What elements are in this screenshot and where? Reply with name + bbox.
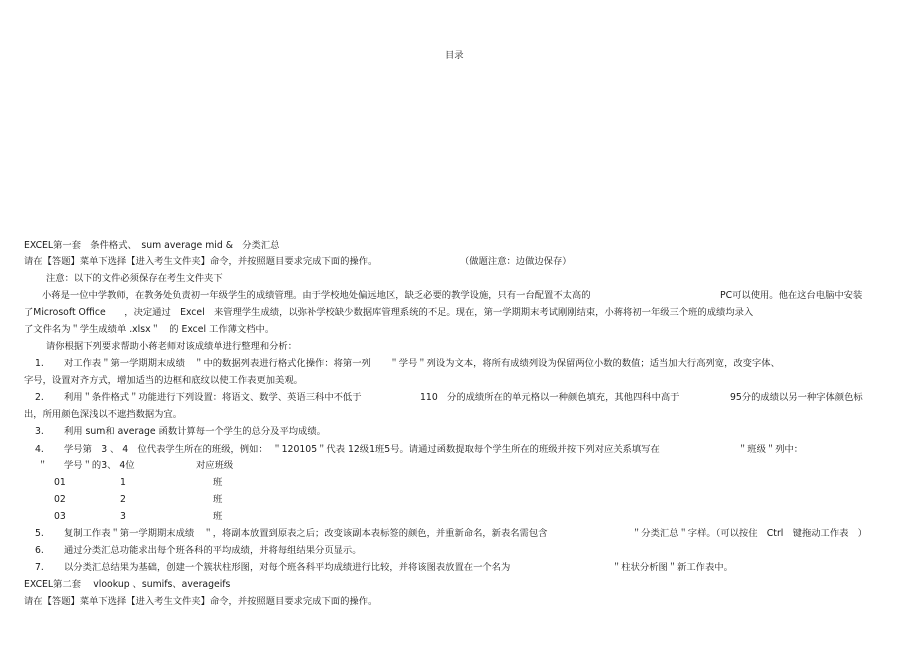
item-7-number: 7.: [35, 562, 44, 573]
intro-line-1b: PC可以使用。他在这台电脑中安装: [720, 290, 863, 301]
item-2-line1b: 110 分的成绩所在的单元格以一种颜色填充，其他四科中高于: [420, 392, 680, 403]
item-7-line1b: ＂柱状分析图＂新工作表中。: [612, 562, 733, 573]
set1-notice: 注意：以下的文件必须保存在考生文件夹下: [46, 273, 223, 284]
item-3-number: 3.: [35, 426, 44, 437]
item-3-line1: 利用 sum和 average 函数计算每一个学生的总分及平均成绩。: [64, 426, 326, 437]
class-suffix-1: 班: [213, 477, 223, 488]
set1-instruction: 请在【答题】菜单下选择【进入考生文件夹】命令，并按照题目要求完成下面的操作。: [24, 256, 378, 267]
class-number-3: 3: [120, 511, 126, 522]
item-1-number: 1.: [35, 358, 44, 369]
class-suffix-3: 班: [213, 511, 223, 522]
item-6-line1: 通过分类汇总功能求出每个班各科的平均成绩，并将每组结果分页显示。: [64, 545, 362, 556]
class-suffix-2: 班: [213, 494, 223, 505]
class-number-2: 2: [120, 494, 126, 505]
item-4-line1a: 学号第 3 、 4 位代表学生所在的班级，例如： ＂120105＂代表 12级1班5号。请通过函数提取每个学生所在的班级并按下列对应关系填写在: [64, 444, 660, 455]
item-5-line1a: 复制工作表＂第一学期期末成绩 ＂，将副本放置到原表之后；改变该副本表标签的颜色，并重新命名，新表名需包含: [64, 528, 548, 539]
set1-heading: EXCEL第一套 条件格式、 sum average mid & 分类汇总: [24, 240, 280, 251]
request-line: 请你根据下列要求帮助小蒋老师对该成绩单进行整理和分析：: [46, 341, 298, 352]
item-4-line2b: 学号＂的3、 4位: [64, 460, 135, 471]
class-number-1: 1: [120, 477, 126, 488]
item-5-line1b: ＂分类汇总＂字样。（可以按住 Ctrl 键拖动工作表 ）: [632, 528, 868, 539]
item-1-line2: 字号，设置对齐方式，增加适当的边框和底纹以使工作表更加美观。: [24, 375, 303, 386]
class-code-03: 03: [54, 511, 66, 522]
item-2-line1a: 利用＂条件格式＂功能进行下列设置：将语文、数学、英语三科中不低于: [64, 392, 362, 403]
set1-instruction-note: （做题注意：边做边保存）: [460, 256, 572, 267]
item-2-line2: 出，所用颜色深浅以不遮挡数据为宜。: [24, 409, 183, 420]
intro-line-3: 了文件名为＂学生成绩单 .xlsx＂ 的 Excel 工作薄文档中。: [24, 324, 275, 335]
item-2-number: 2.: [35, 392, 44, 403]
item-6-number: 6.: [35, 545, 44, 556]
item-2-line1c: 95分的成绩以另一种字体颜色标: [730, 392, 863, 403]
intro-line-1a: 小蒋是一位中学教师，在教务处负责初一年级学生的成绩管理。由于学校地处偏远地区，缺乏必要的教学设施，只有一台配置不太高的: [42, 290, 591, 301]
class-code-01: 01: [54, 477, 66, 488]
item-4-number: 4.: [35, 444, 44, 455]
item-5-number: 5.: [35, 528, 44, 539]
set2-instruction: 请在【答题】菜单下选择【进入考生文件夹】命令，并按照题目要求完成下面的操作。: [24, 596, 378, 607]
item-1-line1: 对工作表＂第一学期期末成绩 ＂中的数据列表进行格式化操作：将第一列 ＂学号＂列设为文本，将所有成绩列设为保留两位小数的数值；适当加大行高列宽，改变字体、: [64, 358, 780, 369]
intro-line-2: 了Microsoft Office ，决定通过 Excel 来管理学生成绩，以弥补学校缺少数据库管理系统的不足。现在，第一学期期末考试刚刚结束，小蒋将初一年级三个班的成绩均录入: [24, 307, 754, 318]
item-4-line1b: ＂班级＂列中：: [738, 444, 804, 455]
item-4-line2a: ＂: [38, 460, 48, 471]
item-4-line2c: 对应班级: [196, 460, 234, 471]
toc-title: 目录: [445, 50, 464, 61]
class-code-02: 02: [54, 494, 66, 505]
set2-heading: EXCEL第二套 vlookup 、sumifs、averageifs: [24, 579, 231, 590]
item-7-line1a: 以分类汇总结果为基础，创建一个簇状柱形图，对每个班各科平均成绩进行比较，并将该图表放置在一个名为: [64, 562, 511, 573]
